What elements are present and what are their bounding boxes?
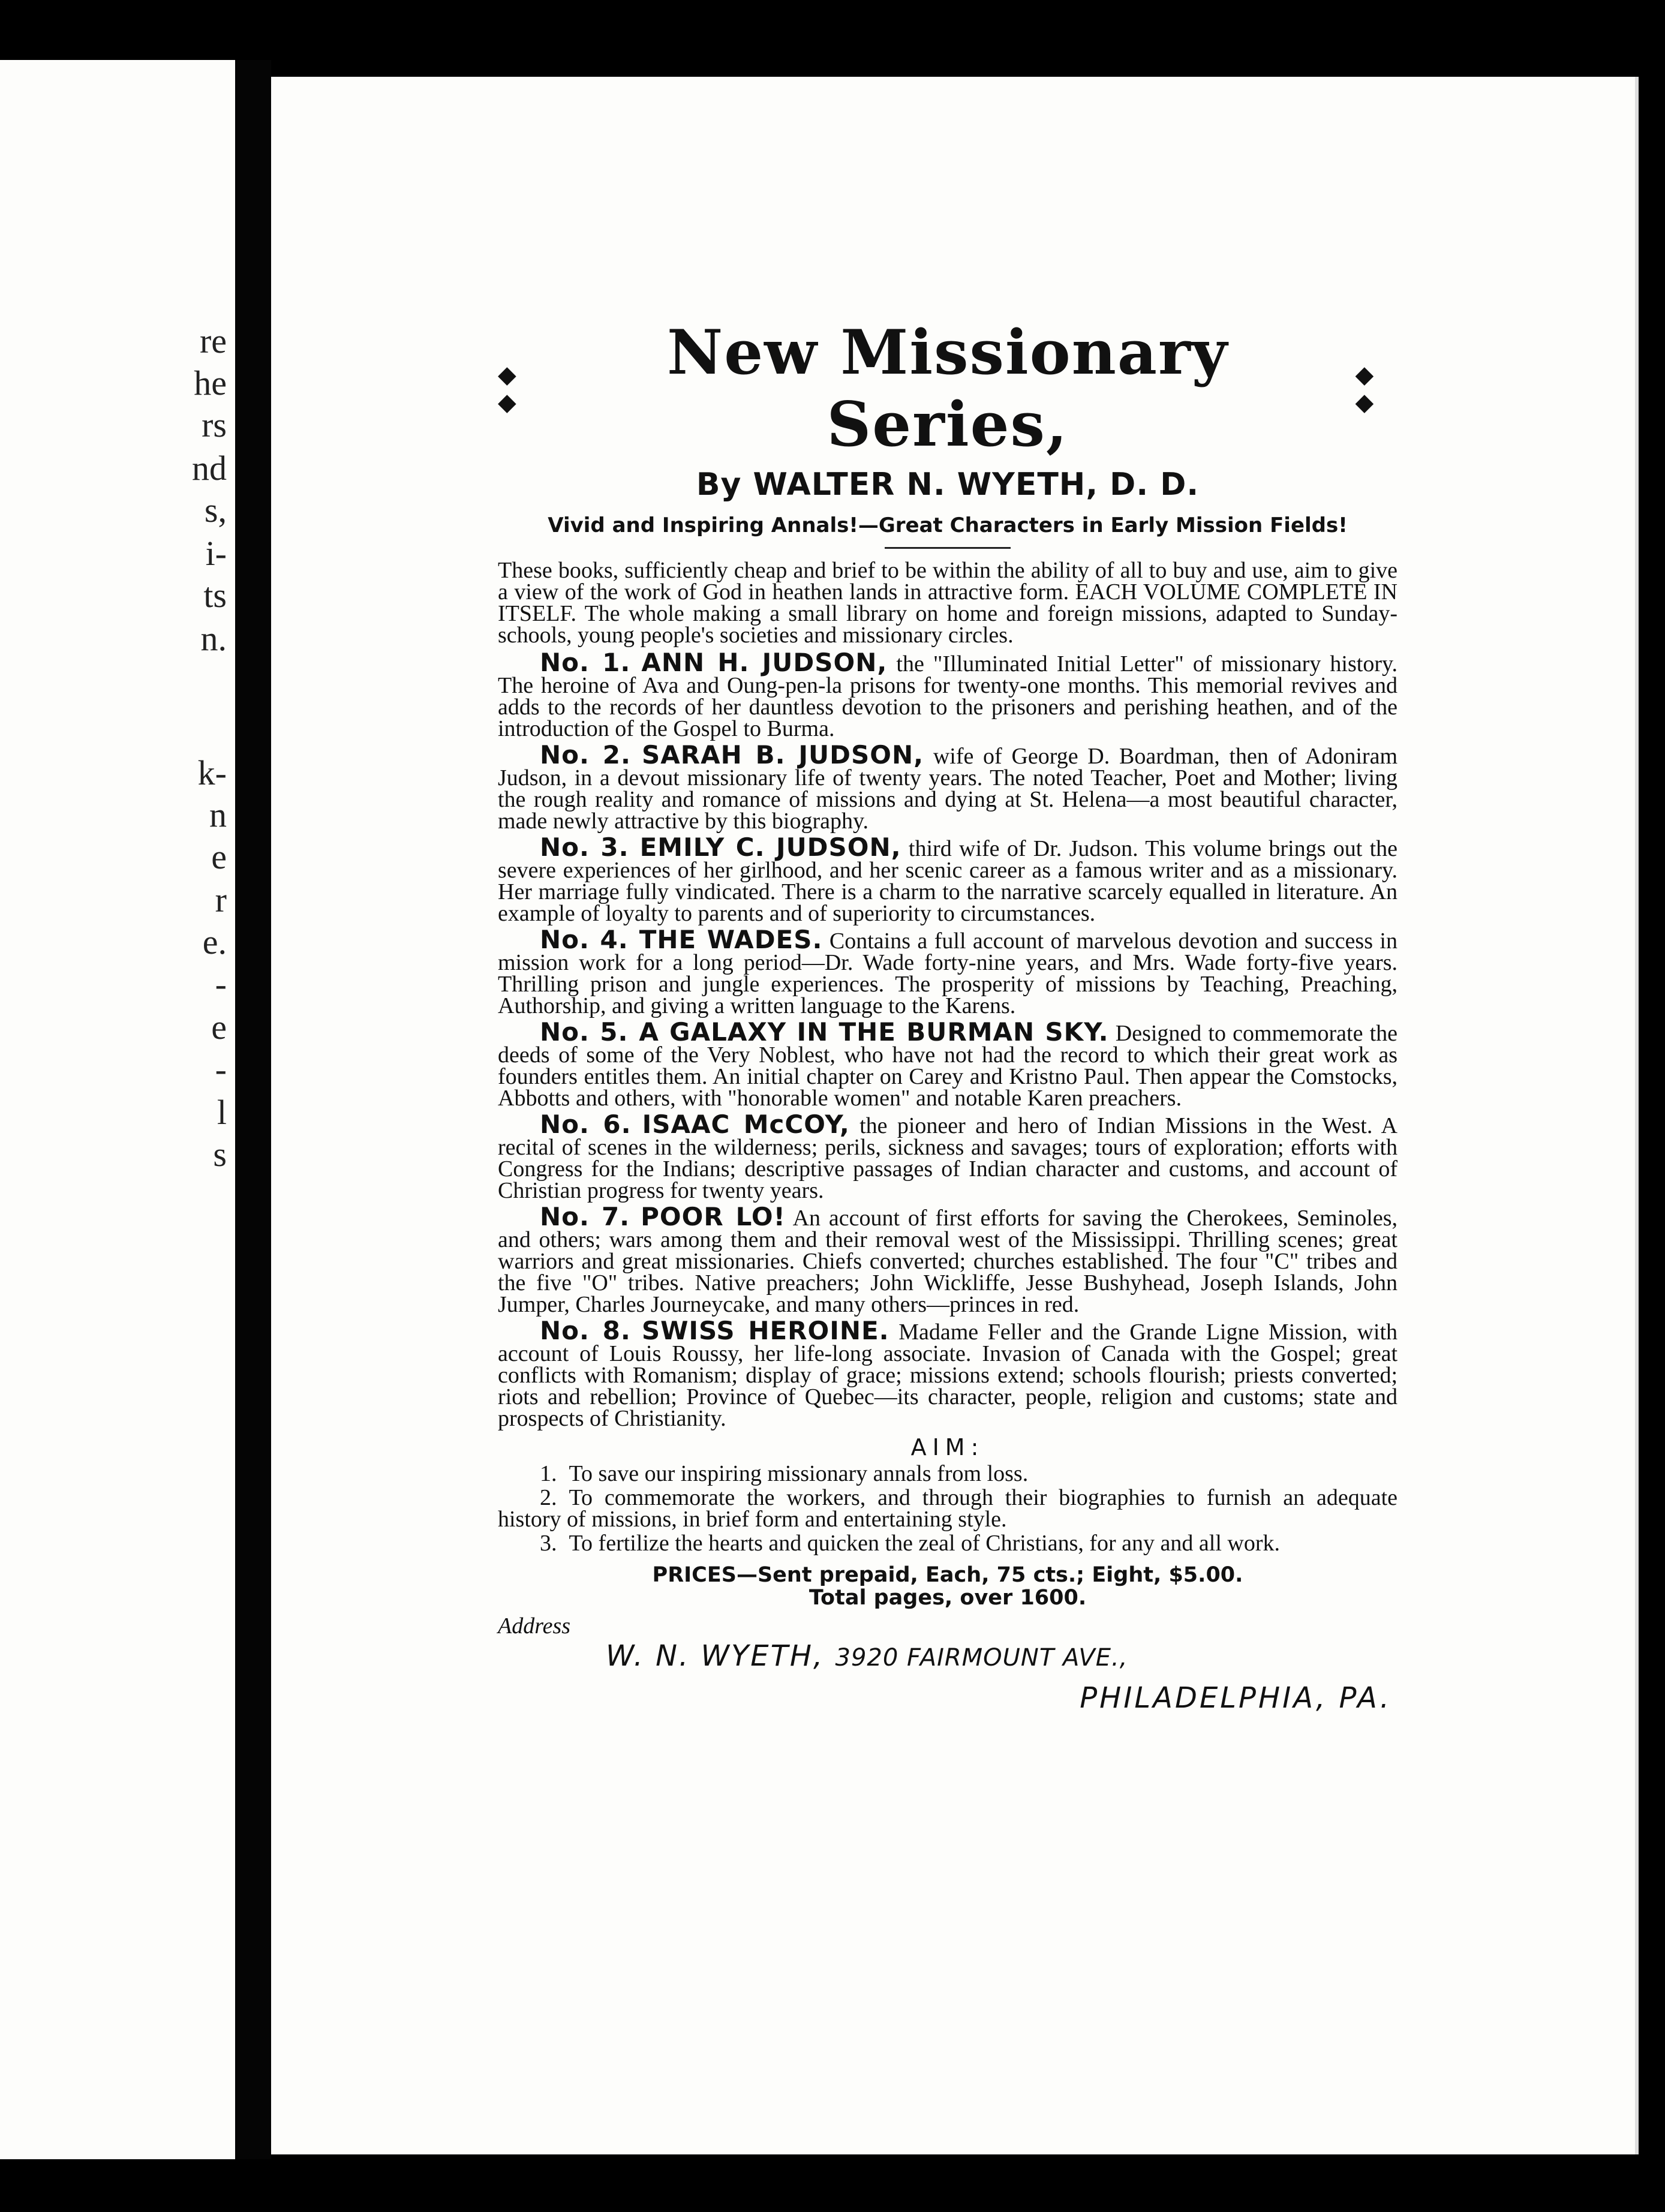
volume-entry-paragraph [498,1017,1398,1111]
volume-name: SARAH B. JUDSON, [642,740,924,770]
volume-entry-paragraph [498,832,1398,926]
left-page-text-fragment: n. [200,619,227,658]
volume-description: Madame Feller and the Grande Ligne Mission, with account of Louis Roussy, her life-long associate. Invasion of Canada with the Gospel; great conflicts with Romanism; display of grace; missions extend; schools flourish; priests converted; riots and rebellion; Province of Quebec—its character, people, religion and customs; state and prospects of Christianity. [498,1320,1398,1431]
volume-number: No. 4. [540,925,629,954]
aim-item [498,1532,1397,1554]
volume-number: No. 2. [540,740,631,770]
aim-number: 2. [540,1485,557,1510]
aim-heading: AIM: [910,1434,985,1460]
volume-name: EMILY C. JUDSON, [639,832,901,862]
aim-item [498,1487,1397,1530]
left-page-text-fragment: he [194,363,227,402]
volume-name: POOR LO! [641,1202,786,1231]
series-title: New Missionary Series, [666,317,1228,461]
left-page-text-fragment: rs [202,405,227,444]
volume-entry-paragraph [498,1110,1398,1203]
left-page-text-fragment: s, [204,491,227,530]
ornament-left: ◆ ◆ [498,361,516,416]
left-page-text-fragment: e. [202,922,227,961]
volume-description: the pioneer and hero of Indian Missions in the West. A recital of scenes in the wilderness; perils, sickness and savages; tours of exploration; efforts with Congress for the Indians; descriptive passages of Indian character and customs, and account of Christian progress for twenty years. [498,1113,1398,1203]
volume-entry [498,1316,1398,1431]
aim-number: 3. [540,1531,557,1556]
volume-entry-paragraph [498,925,1397,1018]
ornament-right: ◆ ◆ [1355,361,1374,416]
volume-entry [498,1202,1398,1317]
left-page-fragment [0,60,235,2159]
volume-entry [498,832,1398,926]
left-page-text-fragment: l [217,1093,227,1132]
aim-text: To fertilize the hearts and quicken the zeal of Christians, for any and all work. [569,1531,1280,1556]
volume-name: ISAAC McCOY, [642,1110,850,1139]
address-street: 3920 FAIRMOUNT AVE., [835,1644,1128,1672]
volume-name: SWISS HEROINE. [641,1316,889,1345]
address-name: W. N. WYETH, [606,1639,825,1673]
left-page-text-fragment: i- [205,534,227,573]
prices-block [498,1564,1397,1609]
aim-number: 1. [540,1461,557,1486]
address-label: Address [498,1613,571,1639]
volume-entry [498,648,1398,741]
left-page-text-fragment: - [215,964,227,1003]
volume-number: No. 3. [540,832,629,862]
book-gutter [235,60,271,2159]
volume-description: the "Illuminated Initial Letter" of missionary history. The heroine of Ava and Oung-pen-la prisons for twenty-one months. This memorial revives and adds to the records of her dauntless devotion to the prisoners and perishing heathen, and of the introduction of the Gospel to Burma. [498,651,1398,741]
volume-number: No. 8. [540,1316,631,1345]
volume-name: ANN H. JUDSON, [641,648,888,677]
left-page-text-fragment: r [215,880,227,919]
volume-name: A GALAXY IN THE BURMAN SKY. [639,1017,1109,1047]
volume-number: No. 6. [540,1110,632,1139]
left-page-text-fragment: nd [192,449,227,488]
author-line: By WALTER N. WYETH, D. D. [696,467,1200,503]
volume-entry [498,1110,1398,1203]
title-row [498,317,1397,461]
left-page-text-fragment: e [211,837,227,876]
volume-entry-paragraph [498,648,1398,741]
volume-description: wife of George D. Boardman, then of Adoniram Judson, in a devout missionary life of twenty years. The noted Teacher, Poet and Mother; living the rough reality and romance of missions and dying at St. Helena—a most beautiful character, made newly attractive by this biography. [498,744,1398,834]
divider-rule [885,547,1011,549]
volume-description: Designed to commemorate the deeds of some of the Very Noblest, who have not had the record to which their great work as founders entitles them. An initial chapter on Carey and Kristno Paul. Then appear the Comstocks, Abbotts and others, with "honorable women" and notable Karen preachers. [498,1021,1398,1111]
aim-list [498,1463,1397,1554]
left-page-text-fragment: re [199,321,227,360]
volume-number: No. 1. [540,648,631,677]
volume-entry-paragraph [498,1316,1398,1431]
aim-paragraph [498,1532,1397,1554]
volume-entry [498,1017,1398,1111]
volume-number: No. 5. [540,1017,629,1047]
left-page-text-fragment: e [211,1008,227,1047]
volume-description: third wife of Dr. Judson. This volume brings out the severe experiences of her girlhood, and her scenic career as a famous writer and as a missionary. Her marriage fully vindicated. There is a charm to the narrative scarcely equalled in literature. An example of loyalty to parents and of superiority to circumstances. [498,836,1398,926]
advertisement-content [498,317,1397,1715]
aim-text: To save our inspiring missionary annals from loss. [569,1461,1029,1486]
volume-description: An account of first efforts for saving the Cherokees, Seminoles, and others; wars among them and their removal west of the Mississippi. Thrilling scenes; great warriors and great missionaries. Chiefs converted; churches established. The four "C" tribes and the five "O" tribes. Native preachers; John Wickliffe, Jesse Bushyhead, Joseph Islands, John Jumper, Charles Journeycake, and many others—princes in red. [498,1206,1398,1317]
address-line-1 [606,1639,1397,1673]
volume-entry [498,925,1397,1018]
volume-list [498,648,1398,1431]
intro-paragraph: These books, sufficiently cheap and brief to be within the ability of all to buy and use, aim to give a view of the work of God in heathen lands in attractive form. EACH VOLUME COMPLETE IN ITSELF. The whole making a small library on home and foreign missions, adapted to Sunday-schools, young people's societies and missionary circles. [498,558,1397,648]
aim-paragraph [498,1463,1397,1484]
tagline: Vivid and Inspiring Annals!—Great Characters in Early Mission Fields! [548,513,1348,537]
left-page-text-fragment: k- [197,753,227,792]
total-pages-line: Total pages, over 1600. [809,1586,1087,1610]
volume-entry-paragraph [498,740,1398,834]
left-page-text-fragment: n [209,795,227,834]
volume-name: THE WADES. [639,925,823,954]
address-city: PHILADELPHIA, PA. [1080,1681,1391,1715]
left-page-text-fragment: - [215,1050,227,1089]
page-edge [1635,77,1639,2154]
left-page-text-fragment: s [213,1135,227,1174]
aim-text: To commemorate the workers, and through their biographies to furnish an adequate history of missions, in brief form and entertaining style. [498,1485,1397,1532]
volume-entry [498,740,1398,834]
left-page-text-fragment: ts [203,576,227,615]
volume-entry-paragraph [498,1202,1398,1317]
volume-number: No. 7. [540,1202,630,1231]
right-page [271,77,1639,2154]
volume-description: Contains a full account of marvelous devotion and success in mission work for a long period—Dr. Wade forty-nine years, and Mrs. Wade forty-five years. Thrilling prison and jungle experiences. The prosperity of missions by Teaching, Preaching, Authorship, and giving a written language to the Karens. [498,928,1397,1018]
prices-line: PRICES—Sent prepaid, Each, 75 cts.; Eight, $5.00. [652,1563,1243,1587]
aim-paragraph [498,1487,1397,1530]
aim-item [498,1463,1397,1484]
